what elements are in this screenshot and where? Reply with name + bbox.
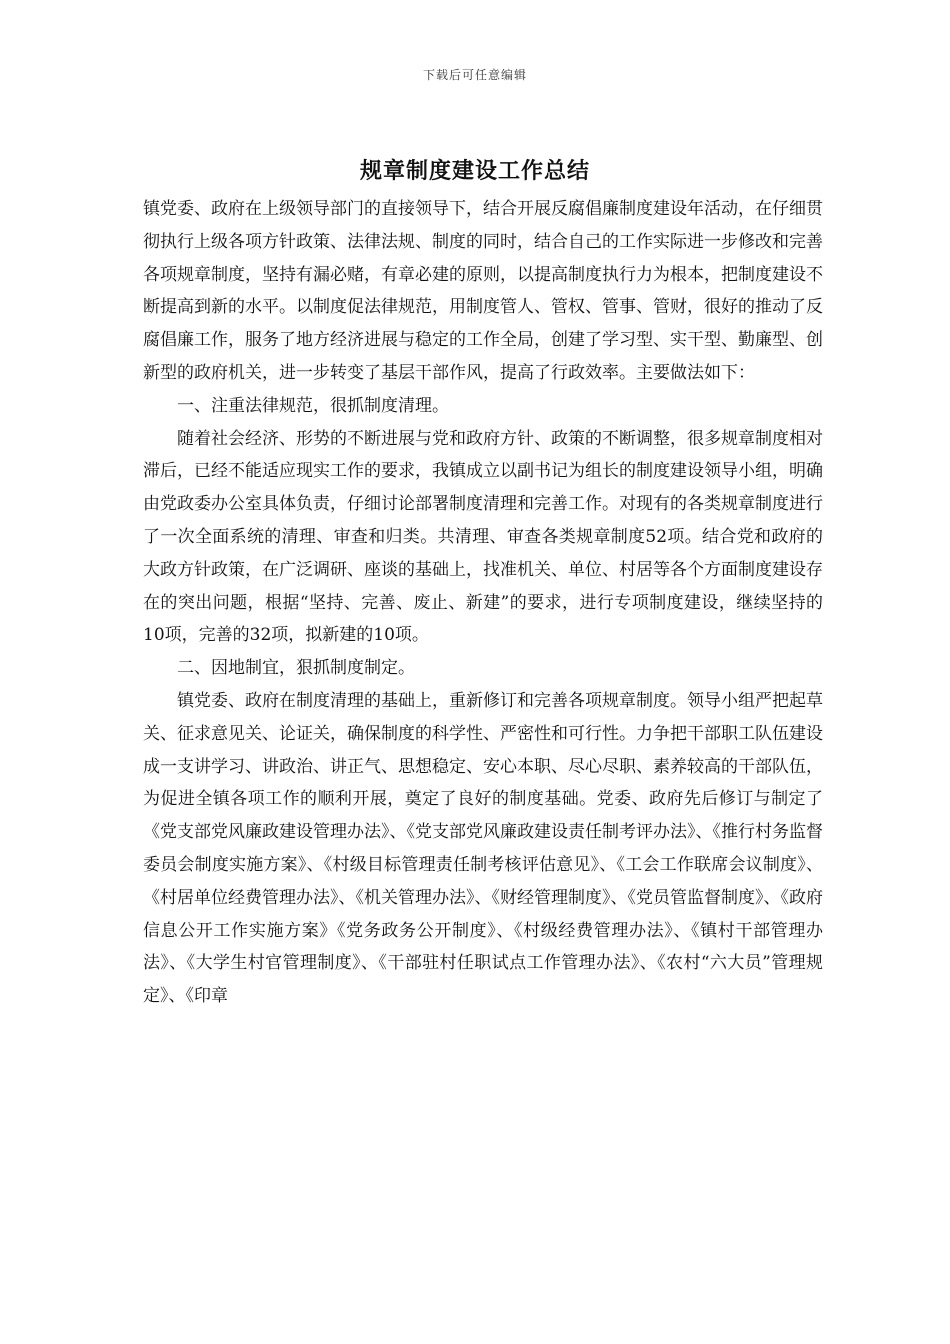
section-heading-2: 二、因地制宜，狠抓制度制定。 [177, 658, 415, 679]
section-heading-1: 一、注重法律规范，很抓制度清理。 [177, 395, 449, 416]
body-paragraph-section-2: 镇党委、政府在制度清理的基础上，重新修订和完善各项规章制度。领导小组严把起草关、征求意见关、论证关，确保制度的科学性、严密性和可行性。力争把干部职工队伍建设成一支讲学习、讲政治、讲正气、思想稳定、安心本职、尽心尽职、素养较高的干部队伍，为促进全镇各项工作的顺利开展，奠定了良好的制度基础。党委、政府先后修订与制定了《党支部党风廉政建设管理办法》、《党支部党风廉政建设责任制考评办法》、《推行村务监督委员会制度实施方案》、《村级目标管理责任制考核评估意见》、《工会工作联席会议制度》、《村居单位经费管理办法》、《机关管理办法》、《财经管理制度》、《党员管监督制度》、《政府信息公开工作实施方案》《党务政务公开制度》、《村级经费管理办法》、《镇村干部管理办法》、《大学生村官管理制度》、《干部驻村任职试点工作管理办法》、《农村“六大员”管理规定》、《印章 [143, 690, 823, 1007]
document-body [143, 193, 823, 1013]
page-header-note: 下载后可任意编辑 [422, 68, 527, 82]
body-paragraph-section-1: 随着社会经济、形势的不断进展与党和政府方针、政策的不断调整，很多规章制度相对滞后，已经不能适应现实工作的要求，我镇成立以副书记为组长的制度建设领导小组，明确由党政委办公室具体负责，仔细讨论部署制度清理和完善工作。对现有的各类规章制度进行了一次全面系统的清理、审查和归类。共清理、审查各类规章制度52项。结合党和政府的大政方针政策，在广泛调研、座谈的基础上，找准机关、单位、村居等各个方面制度建设存在的突出问题，根据“坚持、完善、废止、新建”的要求，进行专项制度建设，继续坚持的10项，完善的32项，拟新建的10项。 [143, 428, 823, 646]
body-paragraph-intro: 镇党委、政府在上级领导部门的直接领导下，结合开展反腐倡廉制度建设年活动，在仔细贯彻执行上级各项方针政策、法律法规、制度的同时，结合自己的工作实际进一步修改和完善各项规章制度，坚持有漏必赌，有章必建的原则，以提高制度执行力为根本，把制度建设不断提高到新的水平。以制度促法律规范，用制度管人、管权、管事、管财，很好的推动了反腐倡廉工作，服务了地方经济进展与稳定的工作全局，创建了学习型、实干型、勤廉型、创新型的政府机关，进一步转变了基层干部作风，提高了行政效率。主要做法如下： [143, 199, 823, 383]
document-title: 规章制度建设工作总结 [359, 158, 590, 184]
